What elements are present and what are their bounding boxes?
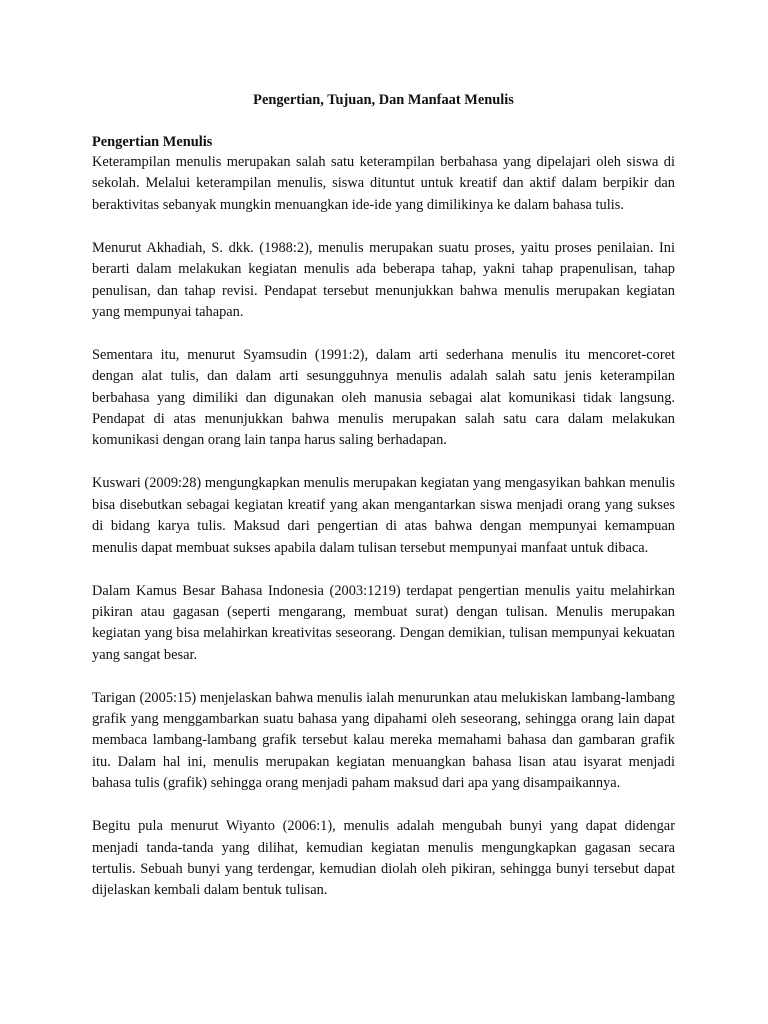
paragraph-2: Menurut Akhadiah, S. dkk. (1988:2), menulis merupakan suatu proses, yaitu proses penilaian. Ini berarti dalam melakukan kegiatan menulis ada beberapa tahap, yakni tahap prapenulisan, tahap penulisan, dan tahap revisi. Pendapat tersebut menunjukkan bahwa menulis merupakan kegiatan yang mempunyai tahapan. bbox=[92, 239, 675, 320]
section-heading: Pengertian Menulis bbox=[92, 134, 213, 150]
paragraph-1: Keterampilan menulis merupakan salah satu keterampilan berbahasa yang dipelajari oleh siswa di sekolah. Melalui keterampilan menulis, siswa dituntut untuk kreatif dan aktif dalam berpikir dan beraktivitas sebanyak mungkin menuangkan ide-ide yang dimilikinya ke dalam bahasa tulis. bbox=[92, 154, 675, 213]
paragraph-7: Begitu pula menurut Wiyanto (2006:1), menulis adalah mengubah bunyi yang dapat didengar menjadi tanda-tanda yang dilihat, kemudian kegiatan menulis mengungkapkan gagasan secara tertulis. Sebuah bunyi yang terdengar, kemudian diolah oleh pikiran, sehingga bunyi tersebut dapat dijelaskan kembali dalam bentuk tulisan. bbox=[92, 818, 675, 899]
paragraph-5: Dalam Kamus Besar Bahasa Indonesia (2003:1219) terdapat pengertian menulis yaitu melahirkan pikiran atau gagasan (seperti mengarang, membuat surat) dengan tulisan. Menulis merupakan kegiatan yang bisa melahirkan kreativitas seseorang. Dengan demikian, tulisan mempunyai kekuatan yang sangat besar. bbox=[92, 582, 675, 663]
paragraph-4: Kuswari (2009:28) mengungkapkan menulis merupakan kegiatan yang mengasyikan bahkan menulis bisa disebutkan sebagai kegiatan kreatif yang akan mengantarkan siswa menjadi orang yang sukses di bidang karya tulis. Maksud dari pengertian di atas bahwa dengan mempunyai kemampuan menulis dapat membuat sukses apabila dalam tulisan tersebut mempunyai manfaat untuk dibaca. bbox=[92, 475, 675, 556]
document-title: Pengertian, Tujuan, Dan Manfaat Menulis bbox=[253, 92, 514, 108]
paragraph-6: Tarigan (2005:15) menjelaskan bahwa menulis ialah menurunkan atau melukiskan lambang-lambang grafik yang menggambarkan suatu bahasa yang dipahami oleh seseorang, sehingga orang lain dapat membaca lambang-lambang grafik tersebut kalau mereka memahami bahasa dan gambaran grafik itu. Dalam hal ini, menulis merupakan kegiatan menuangkan bahasa lisan atau isyarat menjadi bahasa tulis (grafik) sehingga orang menjadi paham maksud dari apa yang disampaikannya. bbox=[92, 689, 675, 792]
document-page bbox=[92, 90, 675, 923]
paragraph-3: Sementara itu, menurut Syamsudin (1991:2), dalam arti sederhana menulis itu mencoret-coret dengan alat tulis, dan dalam arti sesungguhnya menulis adalah salah satu jenis keterampilan berbahasa yang dimiliki dan digunakan oleh manusia sebagai alat komunikasi tidak langsung. Pendapat di atas menunjukkan bahwa menulis merupakan salah satu cara dalam melakukan komunikasi dengan orang lain tanpa harus saling berhadapan. bbox=[92, 346, 675, 449]
